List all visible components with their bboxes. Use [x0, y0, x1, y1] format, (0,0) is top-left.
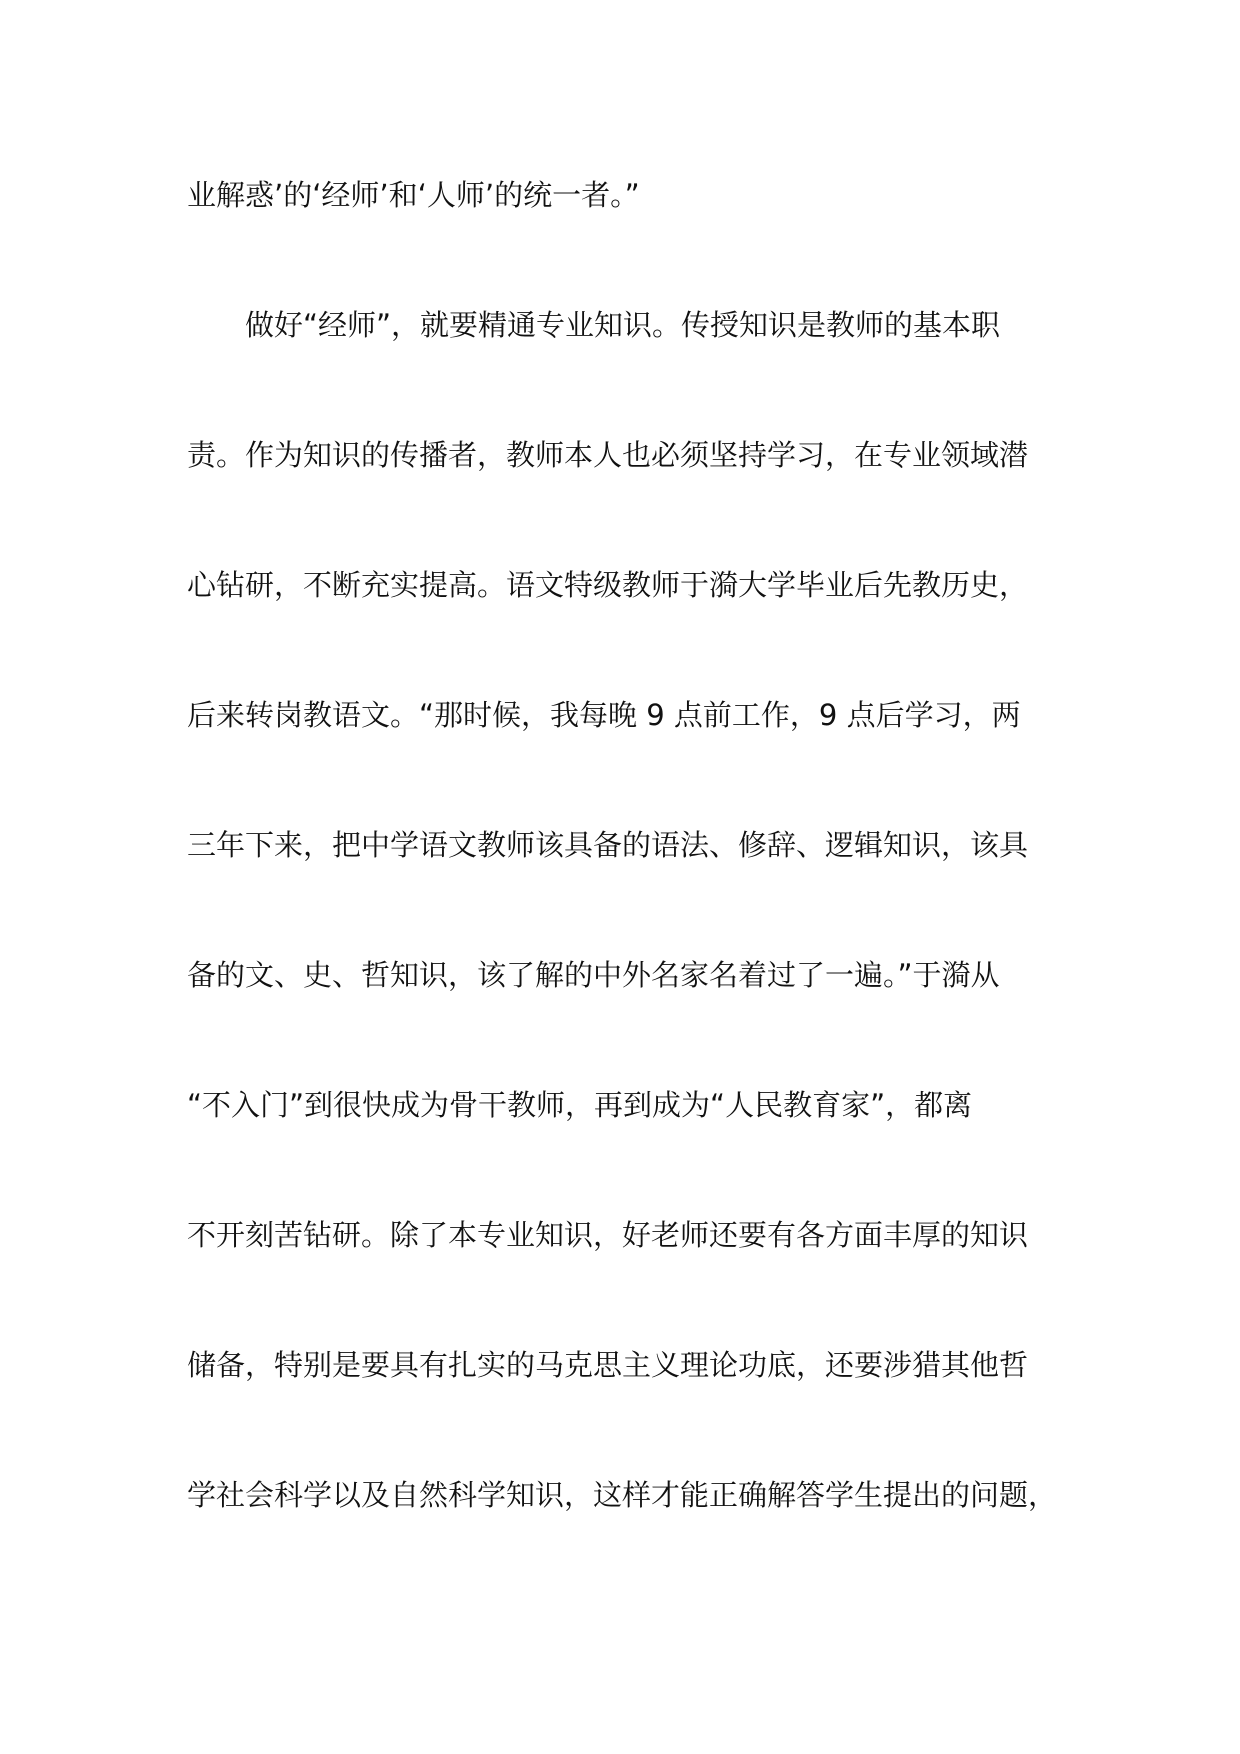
text-line: 学社会科学以及自然科学知识，这样才能正确解答学生提出的问题， — [187, 1478, 1058, 1512]
text-line: 不开刻苦钻研。除了本专业知识，好老师还要有各方面丰厚的知识 — [187, 1218, 1029, 1252]
text-line: 储备，特别是要具有扎实的马克思主义理论功底，还要涉猎其他哲 — [187, 1348, 1029, 1382]
text-line: 后来转岗教语文。“那时候，我每晚 9 点前工作，9 点后学习，两 — [187, 698, 1021, 732]
text-line: 责。作为知识的传播者，教师本人也必须坚持学习，在专业领域潜 — [187, 438, 1029, 472]
text-line: 做好“经师”，就要精通专业知识。传授知识是教师的基本职 — [187, 308, 1001, 342]
body-text — [187, 170, 1087, 1600]
text-line: 心钻研，不断充实提高。语文特级教师于漪大学毕业后先教历史， — [187, 568, 1029, 602]
text-line: “不入门”到很快成为骨干教师，再到成为“人民教育家”，都离 — [187, 1088, 973, 1122]
text-line: 业解惑’的‘经师’和‘人师’的统一者。” — [187, 178, 640, 212]
text-line: 三年下来，把中学语文教师该具备的语法、修辞、逻辑知识，该具 — [187, 828, 1029, 862]
text-line: 备的文、史、哲知识，该了解的中外名家名着过了一遍。”于漪从 — [187, 958, 1000, 992]
